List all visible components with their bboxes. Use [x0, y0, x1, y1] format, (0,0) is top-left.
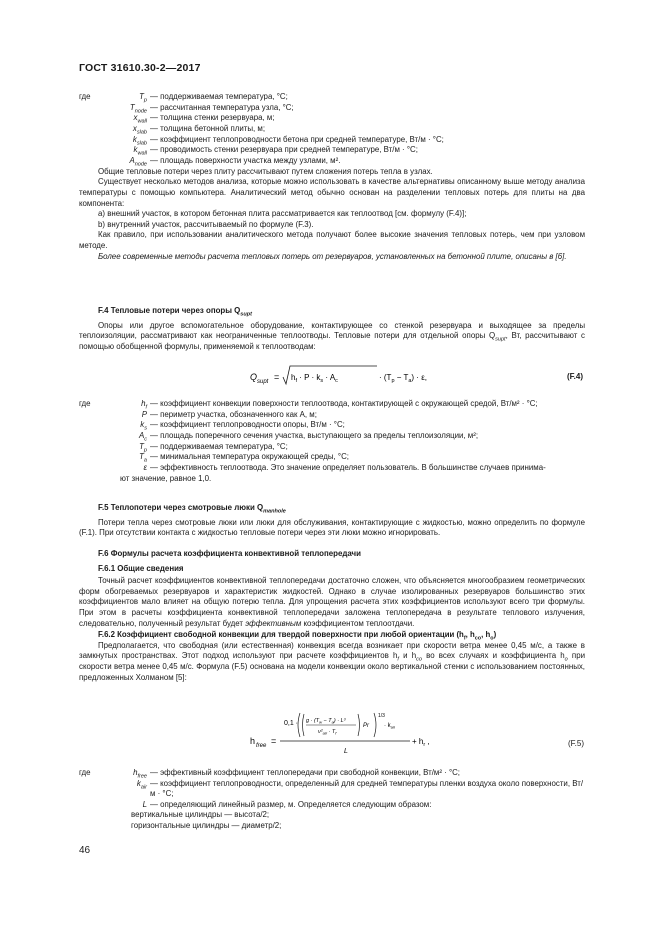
definition-row — [79, 92, 585, 103]
case-vertical: вертикальные цилиндры — высота/2; — [131, 810, 270, 820]
definition-row — [79, 420, 585, 431]
definition-symbol: $T_a$ — [139, 452, 147, 465]
svg-text:· kair: · $k_{air}$ — [384, 723, 396, 730]
definition-lead — [79, 452, 101, 463]
definition-row — [79, 399, 585, 410]
definition-symbol: $T_p$ — [139, 441, 147, 454]
paragraph-f62: Предполагается, что свободная (или естественная) конвекция всегда возникает при скорости ветра менее 0,45 м/с, а также в замкнутых пространствах. Этот подход используют при расчете коэффициентов $h_f$ и $h_{co}$ во всех случаях и коэффициента $h_o$ при скорости ветра менее 0,45 м/с. Формула (F.5) основана на модели конвекции около вертикальной стенки с использованием постоянных, предложенных Холманом [5]: — [79, 640, 586, 682]
definition-lead — [79, 103, 101, 114]
definition-lead — [79, 442, 101, 453]
section-f5 — [79, 503, 585, 539]
definition-text: — коэффициент теплопроводности опоры, Вт/м · °C; — [150, 420, 345, 430]
definition-row — [79, 779, 585, 800]
definition-text: — площадь поперечного сечения участка, выступающего за пределы теплоизоляции, м²; — [150, 431, 479, 441]
svg-text:=: = — [271, 736, 277, 746]
definition-lead: где — [79, 399, 91, 408]
svg-text:L: L — [344, 748, 348, 755]
definition-row — [79, 431, 585, 442]
definition-text: — коэффициент теплопроводности, определенный для средней температуры пленки воздуха около поверхности, Вт/м · °C; — [150, 778, 584, 799]
definition-text: — толщина бетонной плиты, м; — [150, 124, 266, 134]
definition-symbol: $k_s$ — [140, 420, 147, 432]
definition-text: — минимальная температура окружающей среды, °C; — [150, 452, 349, 462]
svg-text:h: h — [250, 736, 256, 746]
heading-f5: F.5 Теплопотери через смотровые люки $Q_{manhole}$ — [98, 503, 286, 515]
svg-text:ν²air · Tf: $\nu^2_{air} \cdot T_f$ — [318, 729, 337, 736]
heading-f4: F.4 Тепловые потери через опоры $Q_{supt}$ — [98, 306, 252, 318]
definition-lead — [79, 156, 101, 167]
svg-text:g · (Tw − Ta) · L³: $g \cdot (T_w - T_a) \cdot L^3$ — [306, 718, 346, 725]
definition-symbol: $k_{air}$ — [136, 778, 147, 791]
definition-symbol: P — [141, 409, 147, 419]
definition-row — [79, 442, 585, 453]
list-item-b: b) внутренний участок, рассчитываемый по формуле (F.3). — [98, 219, 314, 229]
definition-text: — толщина стенки резервуара, м; — [150, 113, 275, 123]
definition-row — [79, 135, 585, 146]
definition-continuation: ют значение, равное 1,0. — [120, 473, 212, 483]
definition-lead — [79, 779, 101, 800]
definition-lead — [79, 420, 101, 431]
paragraph-modern-methods: Более современные методы расчета тепловых потерь от резервуаров, установленных на бетонной плите, описаны в [6]. — [98, 251, 567, 261]
definition-row — [79, 410, 585, 421]
definition-row — [79, 103, 585, 114]
definition-lead — [79, 410, 101, 421]
definition-row — [79, 800, 585, 811]
svg-text:=: = — [274, 372, 280, 382]
svg-text:Pr: Pr — [363, 723, 369, 729]
definition-text: — периметр участка, обозначенного как A, м; — [150, 409, 317, 419]
definition-symbol: $k_{wall}$ — [133, 145, 147, 158]
svg-text:hf · P · ks · Ac: $h_f \cdot P \cdot k_s \cdot A_c$ — [291, 373, 338, 384]
definition-symbol: L — [142, 799, 147, 809]
definition-symbol: $k_{slab}$ — [132, 134, 147, 147]
definition-text: — проводимость стенки резервуара при средней температуре, Вт/м · °C; — [150, 145, 418, 155]
svg-text:1/3: 1/3 — [378, 713, 385, 719]
definition-lead — [79, 463, 101, 474]
definition-lead: где — [79, 768, 91, 777]
definition-lead — [79, 145, 101, 156]
heading-f6: F.6 Формулы расчета коэффициента конвективной теплопередачи — [98, 549, 361, 558]
definition-text: — определяющий линейный размер, м. Определяется следующим образом: — [150, 799, 432, 809]
definition-text: — площадь поверхности участка между узлами, м². — [150, 156, 341, 166]
definition-text: — коэффициент конвекции поверхности теплоотвода, контактирующей с окружающей средой, Вт/м² · °C; — [150, 399, 538, 408]
page-number: 46 — [79, 845, 91, 856]
definition-lead — [79, 124, 101, 135]
svg-text:free: free — [256, 743, 267, 749]
definition-text: — эффективный коэффициент теплопередачи при свободной конвекции, Вт/м² · °C; — [150, 768, 461, 777]
definition-lead — [79, 431, 101, 442]
paragraph-analytic-rule: Как правило, при использовании аналитического метода получают более высокие значения тепловых потерь, чем при узловом методе. — [79, 230, 585, 250]
section-f4 — [79, 306, 585, 352]
section-f6 — [79, 549, 585, 683]
definition-lead: где — [79, 92, 91, 101]
svg-text:Q: Q — [250, 372, 258, 382]
definition-text: — поддерживаемая температура, °C; — [150, 92, 288, 101]
definition-text: — коэффициент теплопроводности бетона при средней температуре, Вт/м · °C; — [150, 134, 444, 144]
definition-symbol: ε — [143, 463, 147, 473]
definition-row — [79, 145, 585, 156]
svg-text:· (Tp − Ta) · ε,: · $(T_p - T_a) \cdot \varepsilon$, — [379, 373, 427, 384]
definition-symbol: $T_p$ — [139, 92, 147, 104]
definitions-block-3 — [79, 768, 585, 832]
definition-row — [79, 156, 585, 167]
definition-symbol: $A_{node}$ — [129, 156, 147, 168]
formula-f4 — [250, 363, 450, 389]
definition-row — [79, 113, 585, 124]
definition-symbol: $A_c$ — [138, 431, 147, 443]
definition-lead — [79, 113, 101, 124]
definition-lead — [79, 800, 101, 811]
paragraph-f4: Опоры или другое вспомогательное оборудование, контактирующее со стенкой резервуара и выходящее за пределы теплоизоляции, рассматривают как неограниченные теплоотводы. Тепловые потери для отдельной опоры $Q_{supt}$, Вт, рассчитывают с помощью обобщенной формулы, применяемой к теплоотводам: — [79, 320, 585, 351]
definition-symbol: $x_{slab}$ — [132, 124, 147, 136]
definition-text: — поддерживаемая температура, °C; — [150, 441, 288, 451]
paragraph-f61: Точный расчет коэффициентов конвективной теплопередачи достаточно сложен, что объясняется многообразием геометрических форм обогреваемых резервуаров и характеристик жидкостей. Однако в случае изолированных резервуаров большинство этих коэффициентов мало влияет на общую потерю тепла. Для упрощения расчета этих коэффициентов используют всего три формулы. При этом в расчеты коэффициента конвективной теплопередачи заложена теплопередача в результате теплового излучения, следовательно, полученный результат будет эффективным коэффициентом теплоотдачи. — [79, 576, 585, 628]
svg-text:supt: supt — [257, 379, 269, 385]
formula-f4-label: (F.4) — [567, 372, 583, 381]
definition-lead — [79, 135, 101, 146]
heading-f61: F.6.1 Общие сведения — [98, 563, 184, 573]
formula-f5 — [250, 711, 450, 767]
definitions-block-2 — [79, 399, 585, 484]
paragraph-total-losses: Общие тепловые потери через плиту рассчитывают путем сложения потерь тепла в узлах. — [98, 166, 433, 176]
definition-text: — рассчитанная температура узла, °C; — [150, 102, 294, 112]
definition-symbol: $h_f$ — [141, 399, 147, 411]
svg-text:0,1 ·: 0,1 · — [284, 720, 299, 727]
paragraph-methods: Существует несколько методов анализа, которые можно использовать в качестве альтернативы описанному выше методу анализа температуры с помощью компьютера. Аналитический метод обычно основан на разделении тепловых потерь для плиты на два компонента: — [79, 177, 585, 208]
paragraph-f5: Потери тепла через смотровые люки или люки для обслуживания, контактирующие с жидкостью, можно определить по формуле (F.1). При отсутствии контакта с жидкостью тепловые потери через эти люки можно игнорировать. — [79, 517, 585, 538]
definition-row — [79, 452, 585, 463]
definition-symbol: $h_{free}$ — [133, 768, 147, 780]
definition-text: — эффективность теплоотвода. Это значение определяет пользователь. В большинстве случаев принима- — [150, 463, 546, 473]
case-horizontal: горизонтальные цилиндры — диаметр/2; — [131, 820, 282, 830]
svg-text:+ hr ,: + $h_r$ , — [412, 737, 430, 748]
definition-symbol: $x_{wall}$ — [133, 113, 147, 125]
definition-row — [79, 768, 585, 779]
formula-f5-label: (F.5) — [568, 739, 584, 748]
heading-f62: F.6.2 Коэффициент свободной конвекции для твердой поверхности при любой ориентации ($h_f$, $h_{co}$, $h_o$) — [98, 630, 497, 642]
definitions-block-1 — [79, 92, 585, 262]
list-item-a: а) внешний участок, в котором бетонная плита рассматривается как теплоотвод [см. формулу (F.4)]; — [98, 209, 467, 219]
definition-symbol: $T_{node}$ — [129, 102, 147, 115]
definition-row — [79, 463, 585, 474]
document-header: ГОСТ 31610.30-2—2017 — [79, 62, 201, 74]
definition-row — [79, 124, 585, 135]
